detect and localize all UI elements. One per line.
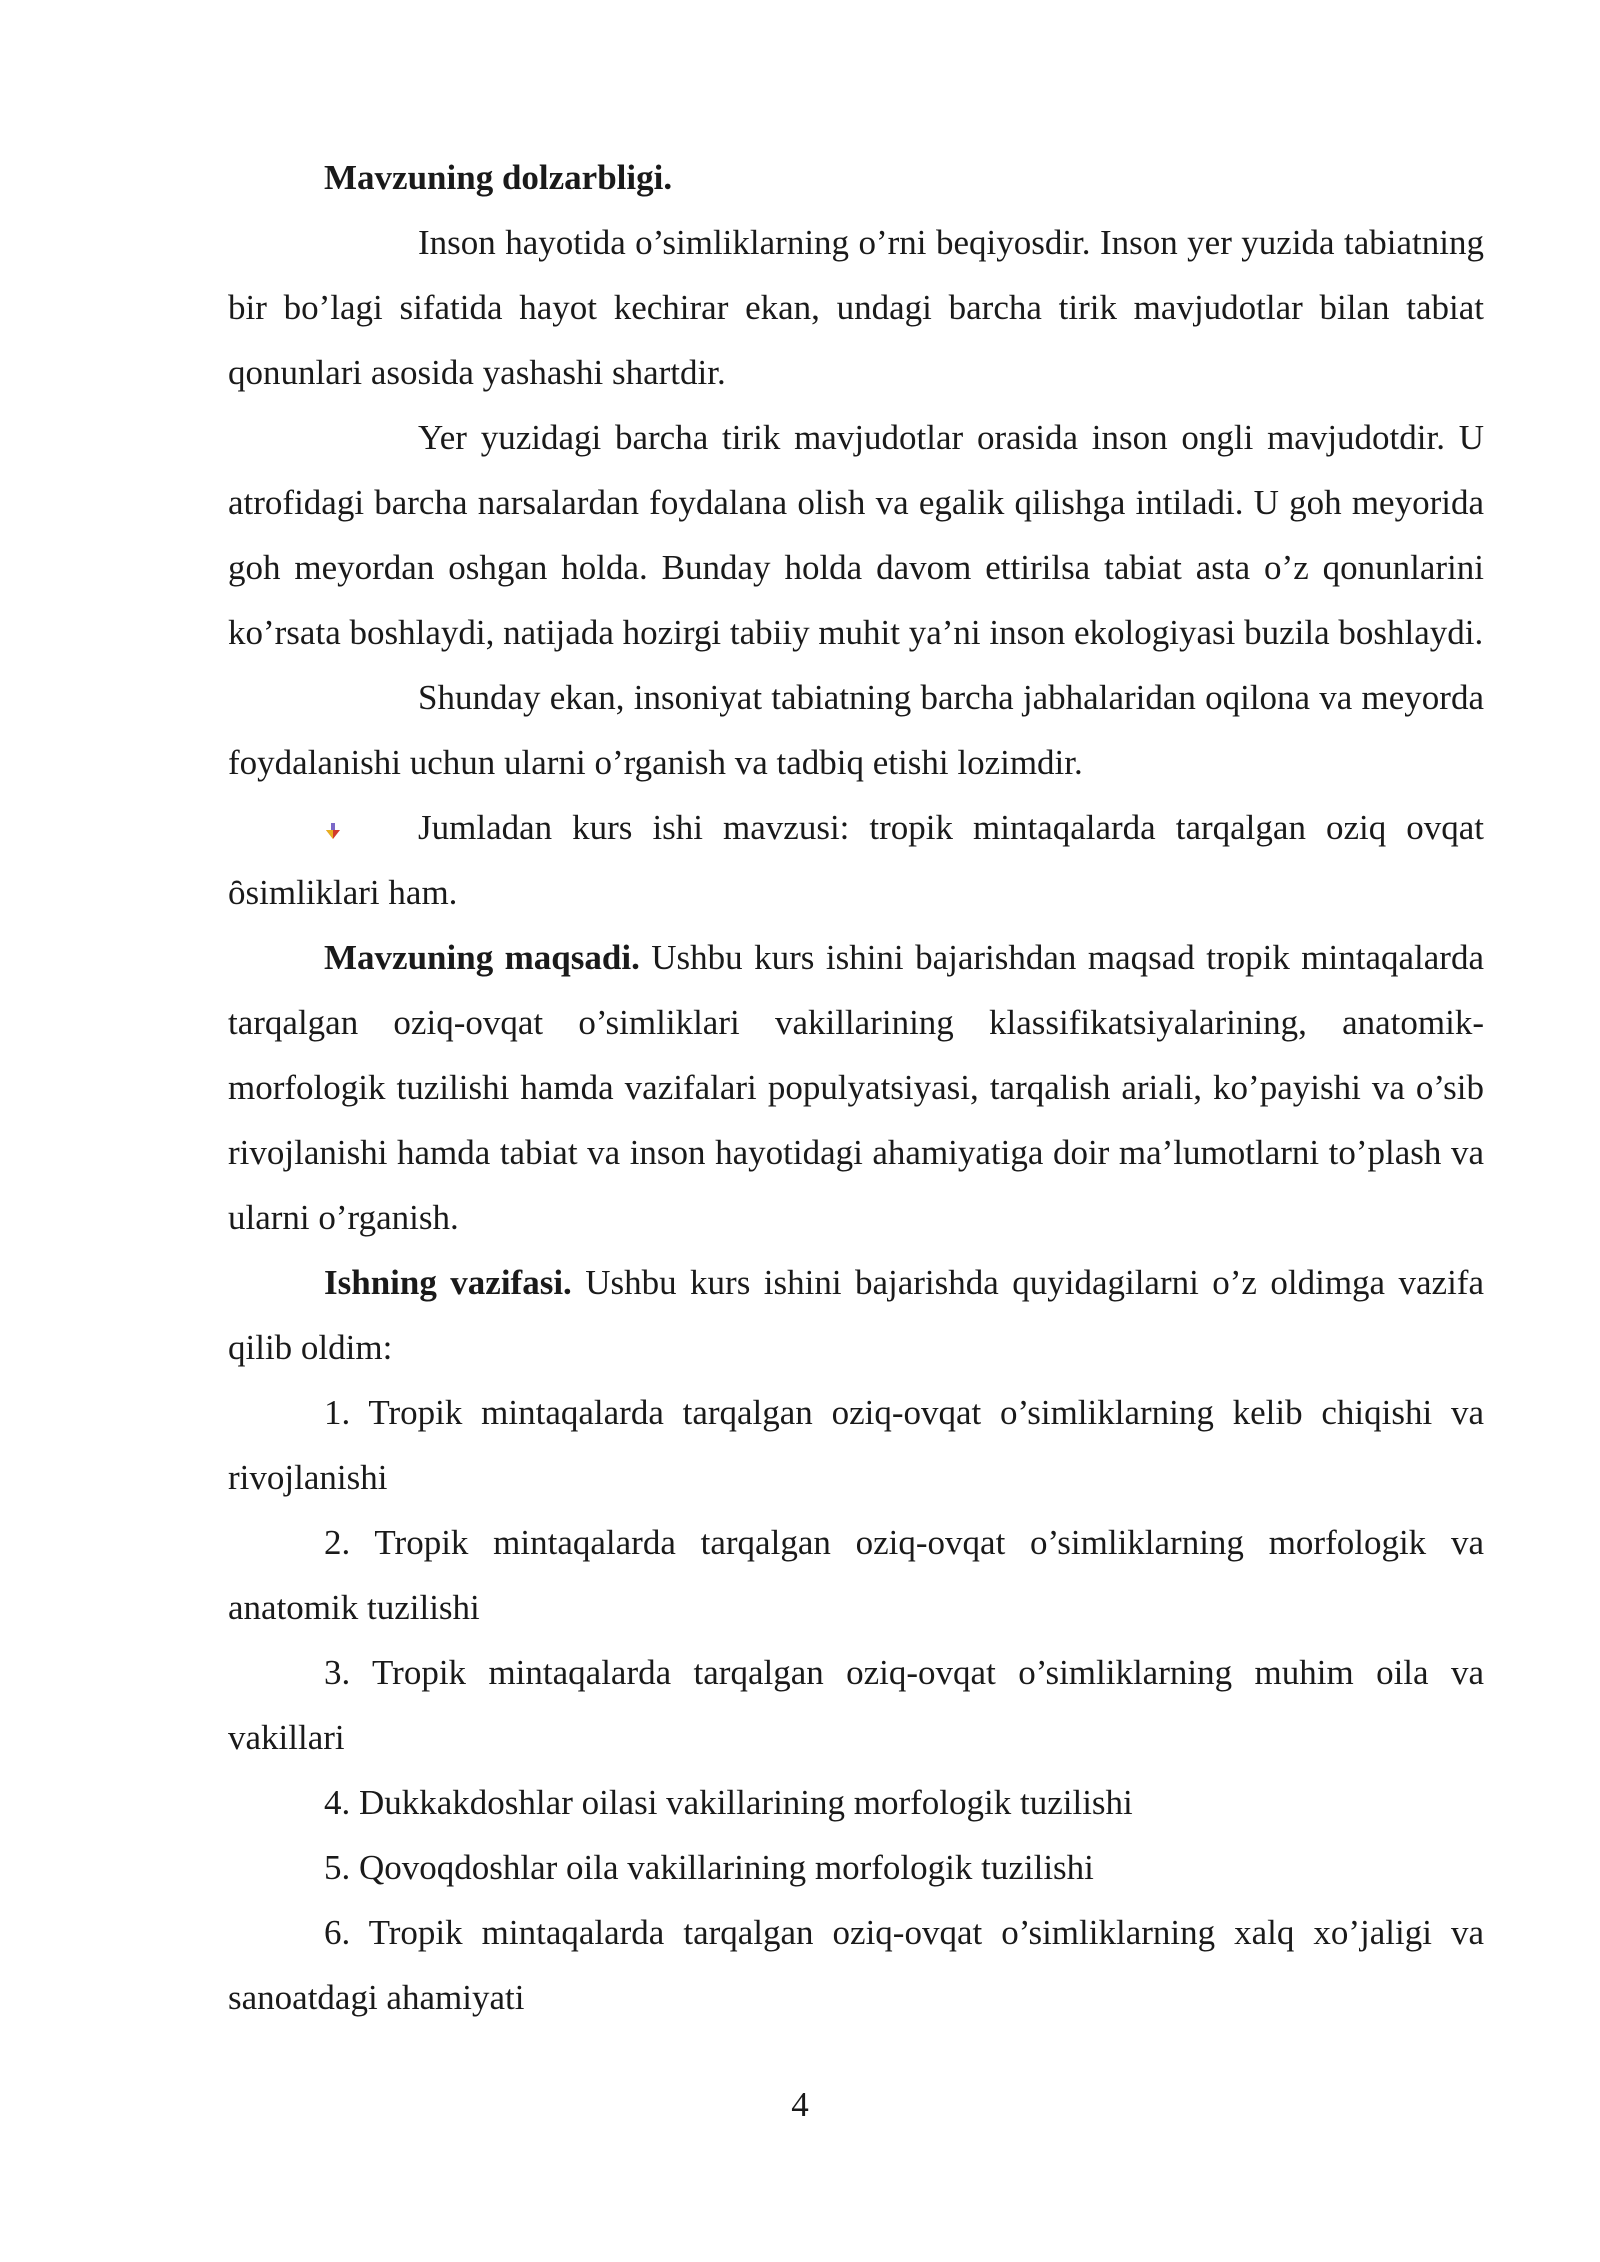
paragraph-3: Shunday ekan, insoniyat tabiatning barcha jabhalaridan oqilona va meyorda foydalanishi uchun ularni o’rganish va tadbiq etishi lozimdir. — [228, 678, 1484, 782]
paragraph-2: Yer yuzidagi barcha tirik mavjudotlar orasida inson ongli mavjudotdir. U atrofidagi barcha narsalardan foydalana olish va egalik qilishga intiladi. U goh meyorida goh meyordan oshgan holda. Bunday holda davom ettirilsa tabiat asta o’z qonunlarini ko’rsata boshlaydi, natijada hozirgi tabiiy muhit ya’ni inson ekologiyasi buzila boshlaydi. — [228, 418, 1484, 652]
bullet-wrapper — [324, 795, 418, 860]
task-item-4: 4. Dukkakdoshlar oilasi vakillarining morfologik tuzilishi — [324, 1783, 1133, 1822]
task-item-2: 2. Tropik mintaqalarda tarqalgan oziq-ovqat o’simliklarning morfologik va anatomik tuzilishi — [228, 1523, 1484, 1627]
arrow-down-bullet-icon — [324, 822, 342, 840]
goal-paragraph — [228, 925, 1484, 1250]
task-item-1: 1. Tropik mintaqalarda tarqalgan oziq-ovqat o’simliklarning kelib chiqishi va rivojlanishi — [228, 1393, 1484, 1497]
document-page — [228, 145, 1484, 2030]
goal-text: Ushbu kurs ishini bajarishdan maqsad tropik mintaqalarda tarqalgan oziq-ovqat o’simliklari vakillarining klassifikatsiyalarining, anatomik- morfologik tuzilishi hamda vazifalari populyatsiyasi, tarqalish ariali, ko’payishi va o’sib rivojlanishi hamda tabiat va inson hayotidagi ahamiyatiga doir ma’lumotlarni to’plash va ularni o’rganish. — [228, 938, 1484, 1237]
paragraph-4 — [228, 795, 1484, 925]
paragraph-4-text: Jumladan kurs ishi mavzusi: tropik mintaqalarda tarqalgan oziq ovqat ȏsimliklari ham. — [228, 808, 1484, 912]
section-heading-relevance — [228, 145, 1484, 210]
task-item-3: 3. Tropik mintaqalarda tarqalgan oziq-ovqat o’simliklarning muhim oila va vakillari — [228, 1653, 1484, 1757]
page-number: 4 — [791, 2085, 809, 2124]
task-label: Ishning vazifasi. — [324, 1263, 572, 1302]
task-paragraph — [228, 1250, 1484, 1380]
task-text: Ushbu kurs ishini bajarishda quyidagilarni o’z oldimga vazifa qilib oldim: — [228, 1263, 1484, 1367]
paragraph-1: Inson hayotida o’simliklarning o’rni beqiyosdir. Inson yer yuzida tabiatning bir bo’lagi sifatida hayot kechirar ekan, undagi barcha tirik mavjudotlar bilan tabiat qonunlari asosida yashashi shartdir. — [228, 223, 1484, 392]
heading-text: Mavzuning dolzarbligi. — [324, 158, 673, 197]
task-item-5: 5. Qovoqdoshlar oila vakillarining morfologik tuzilishi — [324, 1848, 1094, 1887]
task-item-6: 6. Tropik mintaqalarda tarqalgan oziq-ovqat o’simliklarning xalq xo’jaligi va sanoatdagi ahamiyati — [228, 1913, 1484, 2017]
goal-label: Mavzuning maqsadi. — [324, 938, 640, 977]
